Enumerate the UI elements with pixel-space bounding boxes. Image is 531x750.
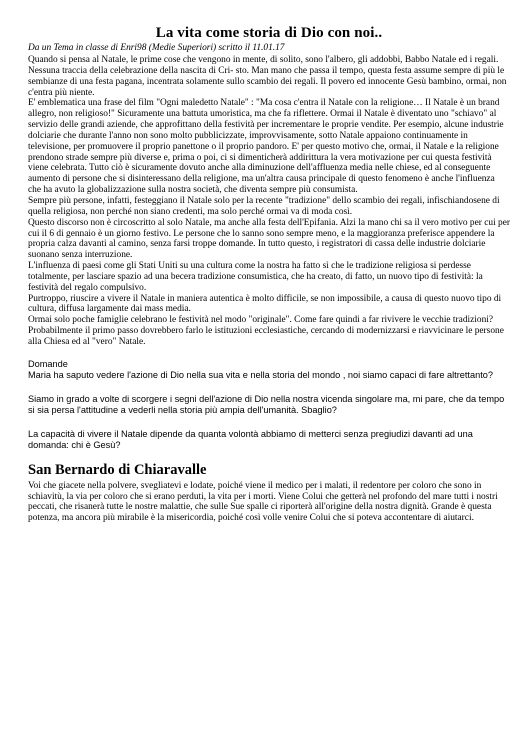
page-subtitle: Da un Tema in classe di Enri98 (Medie Superiori) scritto il 11.01.17 (28, 43, 285, 53)
question-item: Siamo in grado a volte di scorgere i segni dell'azione di Dio nella nostra vicenda singolare ma, mi pare, che da tempo si sia persa l'attitudine a vederli nella storia più ampia dell'umanità. Sbaglio? (28, 393, 505, 416)
question-item: Maria ha saputo vedere l'azione di Dio nella sua vita e nella storia del mondo , noi siamo capaci di fare altrettanto? (28, 370, 493, 381)
paragraph: Questo discorso non è circoscritto al solo Natale, ma anche alla festa dell'Epifania. Alzi la mano chi sa il vero motivo per cui per cui il 6 di gennaio è un giorno festivo. Le persone che lo sanno sono sempre meno, e la maggioranza preferisce appendere la propria calza davanti al camino, senza farsi troppe domande. In tutto questo, i registratori di cassa delle industrie dolciarie suonano senza interruzione. (28, 217, 510, 261)
section-text: Voi che giacete nella polvere, svegliatevi e lodate, poiché viene il medico per i malati, il redentore per coloro che sono in schiavitù, la via per coloro che si erano perduti, la vita per i morti. Viene Colui che getterà nel profondo del mare tutti i nostri peccati, che risanerà tutte le nostre malattie, che sulle Sue spalle ci riporterà all'origine della nostra dignità. Grande è questa potenza, ma ancora più mirabile è la misericordia, poiché così volle venire Colui che si poteva accontentare di aiutarci. (28, 480, 498, 524)
page-title: La vita come storia di Dio con noi.. (155, 25, 383, 41)
paragraph: E' emblematica una frase del film "Ogni maledetto Natale" : "Ma cosa c'entra il Natale con la religione… Il Natale è un brand allegro, non religioso!" Sicuramente una battuta umoristica, ma che fa riflettere. Ormai il Natale è diventato uno "schiavo" al servizio delle grandi aziende, che approfittano della festività per incrementare le proprie vendite. Per esempio, alcune industrie dolciarie che durante l'anno non sono molto pubblicizzate, improvvisamente, sotto Natale appaiono continuamente in televisione, per promuovere il proprio panettone o il proprio pandoro. E' per questo motivo che, ormai, il Natale e la religione prendono strade sempre più diverse e, prima o poi, ci si dimenticherà addirittura la vera motivazione per cui questa festività viene celebrata. Tutto ciò è sicuramente dovuto anche alla diminuzione dell'affluenza media nelle chiese, ed al conseguente aumento di persone che si disinteressano della religione, ma un'altra causa principale di questo fenomeno è anche l'influenza che ha avuto la globalizzazione sulla nostra società, che diventa sempre più consumista. (28, 98, 504, 196)
paragraph: Purtroppo, riuscire a vivere il Natale in maniera autentica è molto difficile, se non impossibile, a causa di questo nuovo tipo di cultura, diffusa largamente dai mass media. (28, 293, 502, 315)
question-item: La capacità di vivere il Natale dipende da quanta volontà abbiamo di metterci senza pregiudizi davanti ad una domanda: chi è Gesù? (28, 428, 473, 451)
spacer (28, 348, 510, 359)
questions-heading: Domande (28, 358, 68, 369)
document-page (28, 24, 510, 524)
section-title: San Bernardo di Chiaravalle (28, 461, 207, 478)
paragraph: Quando si pensa al Natale, le prime cose che vengono in mente, di solito, sono l'albero, gli addobbi, Babbo Natale ed i regali. Nessuna traccia della celebrazione della nascita di Cri- sto. Man mano che passa il tempo, questa festa assume sempre di più le sembianze di una festa pagana, incentrata solamente sullo scambio dei regali. Il povero ed innocente Gesù bambino, ormai, non c'entra più niente. (28, 55, 507, 98)
paragraph: Ormai solo poche famiglie celebrano le festività nel modo "originale". Come fare quindi a far rivivere le vecchie tradizioni? Probabilmente il primo passo dovrebbero farlo le istituzioni ecclesiastiche, cercando di modernizzarsi e riavvicinare le persone alla Chiesa ed al "vero" Natale. (28, 315, 504, 347)
paragraph: L'influenza di paesi come gli Stati Uniti su una cultura come la nostra ha fatto sì che le tradizione religiosa si perdesse totalmente, per lasciare spazio ad una becera tradizione consumistica, che ha creato, di fatto, un nuovo tipo di festività: la festività del regalo compulsivo. (28, 261, 483, 293)
paragraph: Sempre più persone, infatti, festeggiano il Natale solo per la recente "tradizione" dello scambio dei regali, infischiandosene di quella religiosa, non perché non siano credenti, ma solo perché ormai va di moda così. (28, 195, 500, 217)
spacer (28, 382, 510, 394)
spacer (28, 417, 510, 429)
